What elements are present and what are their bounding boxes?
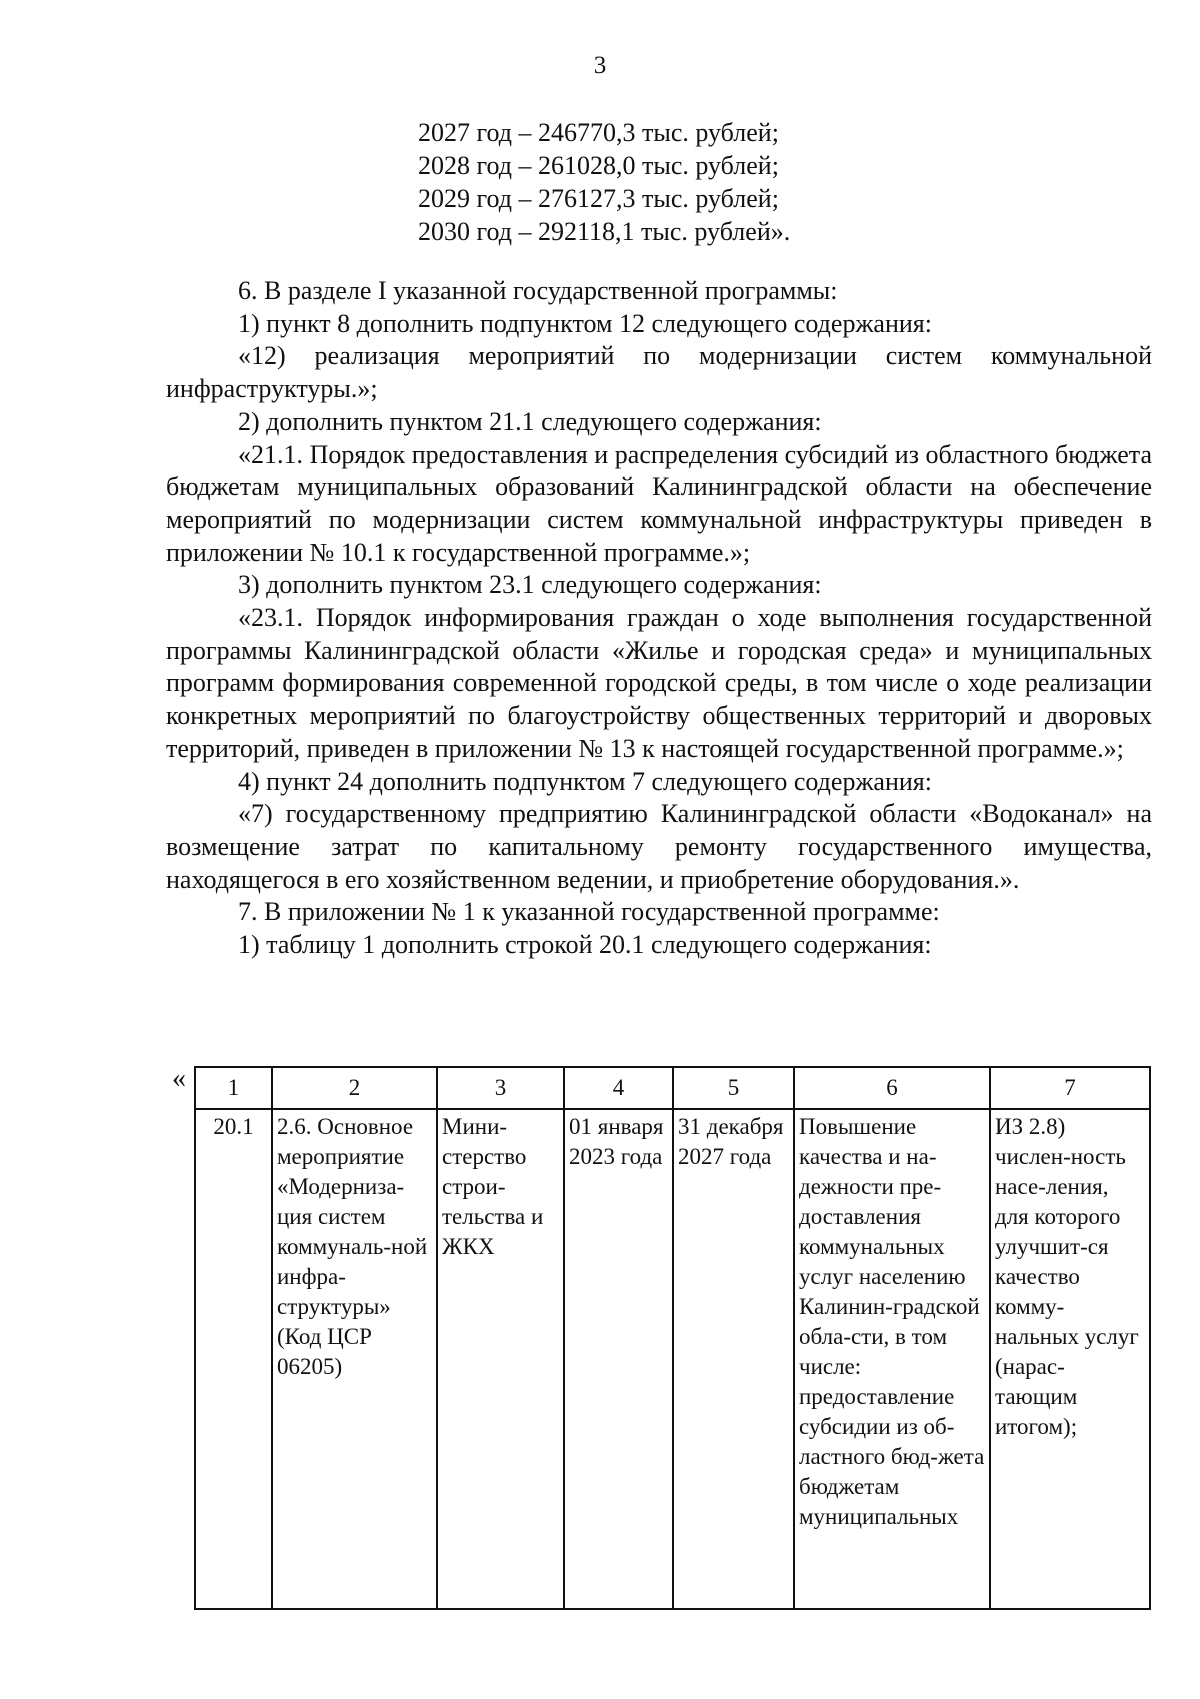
- paragraph: «12) реализация мероприятий по модернизации систем коммунальной инфраструктуры.»;: [166, 341, 1152, 404]
- paragraph: 1) пункт 8 дополнить подпунктом 12 следующего содержания:: [238, 308, 932, 338]
- table-header-row: [195, 1067, 1150, 1109]
- paragraph: «21.1. Порядок предоставления и распределения субсидий из областного бюджета бюджетам муниципальных образований Калининградской области на обеспечение мероприятий по модернизации систем коммунальной инфраструктуры приведен в приложении № 10.1 к государственной программе.»;: [166, 439, 1152, 567]
- budget-line: 2028 год – 261028,0 тыс. рублей;: [418, 151, 779, 180]
- cell-start-date: 01 января 2023 года: [564, 1109, 673, 1609]
- paragraph: 3) дополнить пунктом 23.1 следующего содержания:: [238, 570, 822, 600]
- paragraph: 7. В приложении № 1 к указанной государственной программе:: [238, 897, 940, 927]
- budget-line: 2030 год – 292118,1 тыс. рублей».: [418, 217, 791, 246]
- opening-quote-mark: «: [172, 1063, 186, 1094]
- budget-line: 2029 год – 276127,3 тыс. рублей;: [418, 184, 779, 213]
- budget-line: 2027 год – 246770,3 тыс. рублей;: [418, 118, 779, 147]
- cell-activity-name: 2.6. Основное мероприятие «Модерниза-ция систем коммуналь-ной инфра-структуры» (Код ЦСР 06205): [272, 1109, 437, 1609]
- paragraph: 4) пункт 24 дополнить подпунктом 7 следующего содержания:: [238, 766, 932, 796]
- cell-row-number: 20.1: [195, 1109, 272, 1609]
- cell-responsible: Мини-стерство строи-тельства и ЖКХ: [437, 1109, 564, 1609]
- table-row: [195, 1109, 1150, 1609]
- column-header: 4: [564, 1067, 673, 1109]
- column-header: 1: [195, 1067, 272, 1109]
- paragraph: 2) дополнить пунктом 21.1 следующего содержания:: [238, 406, 822, 436]
- table-1-row-20-1: [194, 1066, 1151, 1610]
- column-header: 6: [794, 1067, 990, 1109]
- paragraph: «23.1. Порядок информирования граждан о ходе выполнения государственной программы Калининградской области «Жилье и городская среда» и муниципальных программ формирования современной городской среды, в том числе о ходе реализации конкретных мероприятий по благоустройству общественных территорий и дворовых территорий, приведен в приложении № 13 к настоящей государственной программе.»;: [166, 603, 1152, 763]
- paragraph: 1) таблицу 1 дополнить строкой 20.1 следующего содержания:: [238, 930, 932, 960]
- column-header: 5: [673, 1067, 794, 1109]
- budget-list: [418, 116, 790, 248]
- column-header: 7: [990, 1067, 1150, 1109]
- page-number: 3: [593, 52, 607, 79]
- body-text: [166, 275, 1152, 962]
- paragraph: 6. В разделе I указанной государственной программы:: [238, 276, 838, 305]
- cell-indicator: ИЗ 2.8) числен-ность насе-ления, для которого улучшит-ся качество комму-нальных услуг (нарас-тающим итогом);: [990, 1109, 1150, 1609]
- column-header: 3: [437, 1067, 564, 1109]
- cell-expected-result: Повышение качества и на-дежности пре-доставления коммунальных услуг населению Калинин-градской обла-сти, в том числе: предоставление субсидии из об-ластного бюд-жета бюджетам муниципальных: [794, 1109, 990, 1609]
- column-header: 2: [272, 1067, 437, 1109]
- cell-end-date: 31 декабря 2027 года: [673, 1109, 794, 1609]
- paragraph: «7) государственному предприятию Калининградской области «Водоканал» на возмещение затрат по капитальному ремонту государственного имущества, находящегося в его хозяйственном ведении, и приобретение оборудования.».: [166, 799, 1152, 894]
